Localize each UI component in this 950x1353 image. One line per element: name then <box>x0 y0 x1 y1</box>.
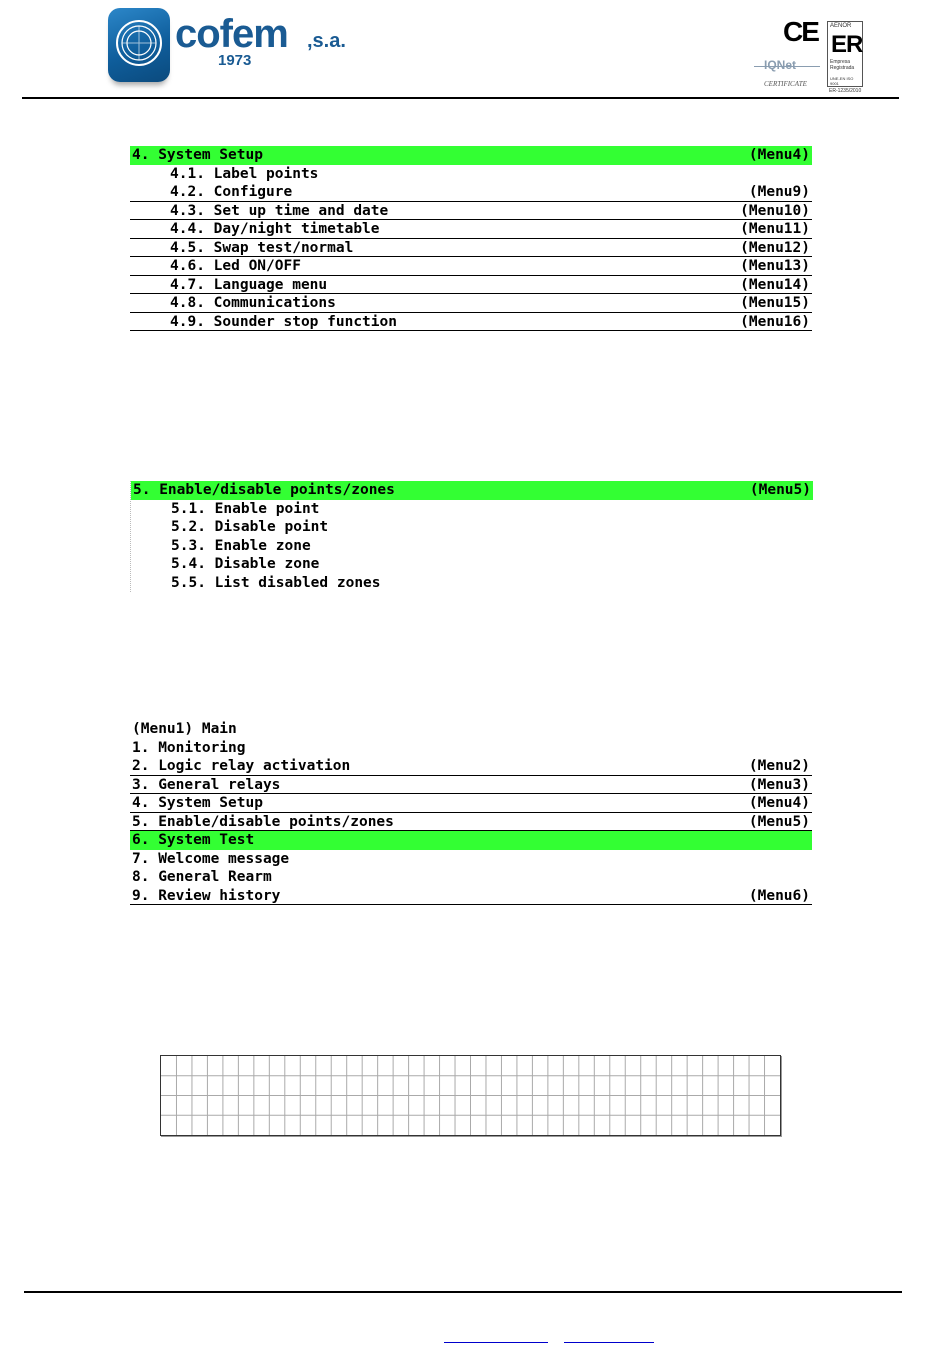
menu-item-label: 4.6. Led ON/OFF <box>170 258 301 274</box>
menu-item-ref: (Menu10) <box>740 202 810 219</box>
aenor-er-mark: ER <box>831 31 863 58</box>
menu-row <box>131 518 813 537</box>
menu-item-ref: (Menu16) <box>740 313 810 330</box>
menu4-title-row <box>130 146 812 165</box>
menu-item-label: 4.3. Set up time and date <box>170 202 389 219</box>
menu-item-label: 4.4. Day/night timetable <box>170 221 380 237</box>
menu-row <box>130 739 812 758</box>
menu-item-label: 4. System Setup <box>132 147 263 163</box>
page-header <box>0 0 950 100</box>
menu-item-label: 1. Monitoring <box>132 739 246 756</box>
lcd-grid-lines <box>161 1056 780 1135</box>
brand-name: cofem <box>175 12 288 56</box>
menu-row <box>130 757 812 776</box>
iqnet-logo: IQNet <box>764 58 797 72</box>
footer-divider <box>24 1291 902 1293</box>
menu-row <box>131 537 813 556</box>
menu-row <box>130 165 812 184</box>
menu-item-ref: (Menu2) <box>748 758 810 774</box>
menu-row <box>130 794 812 813</box>
menu-item-ref: (Menu13) <box>740 258 810 274</box>
menu5-block <box>130 481 813 592</box>
footer-link[interactable] <box>564 1330 654 1343</box>
menu-row <box>130 813 812 832</box>
menu-item-ref: (Menu9) <box>748 184 810 200</box>
iqnet-caption: CERTIFICATE <box>764 80 807 88</box>
aenor-sub2: Registrada <box>830 65 855 71</box>
menu-item-label: 5.2. Disable point <box>171 519 329 535</box>
ce-mark-icon: CE <box>783 16 818 47</box>
aenor-certification <box>827 21 863 87</box>
iqnet-certificate <box>754 58 820 90</box>
menu1-title-row <box>130 720 812 739</box>
menu-item-label: 4.1. Label points <box>170 165 319 182</box>
menu4-block <box>130 146 812 331</box>
menu-row <box>130 887 812 906</box>
brand-suffix: ,s.a. <box>307 30 346 52</box>
menu-item-ref: (Menu6) <box>748 887 810 904</box>
menu-row-selected <box>130 831 812 850</box>
menu-item-label: 2. Logic relay activation <box>132 758 351 774</box>
menu-row <box>130 257 812 276</box>
menu-item-label: (Menu1) Main <box>132 721 237 737</box>
menu-item-ref: (Menu4) <box>748 795 810 811</box>
menu5-title-row <box>131 481 813 500</box>
menu-row <box>130 183 812 202</box>
menu-row <box>130 868 812 887</box>
aenor-iso: UNE-EN ISO 9001 <box>830 76 854 86</box>
menu1-block <box>130 720 812 905</box>
menu-item-label: 5. Enable/disable points/zones <box>133 482 395 498</box>
menu-row <box>130 220 812 239</box>
menu-item-label: 3. General relays <box>132 776 281 793</box>
cofem-logo-badge <box>108 8 170 82</box>
menu-item-ref: (Menu3) <box>748 776 810 793</box>
menu-item-label: 5.5. List disabled zones <box>171 574 381 591</box>
menu-row <box>130 202 812 221</box>
menu-item-ref: (Menu14) <box>740 276 810 293</box>
cofem-emblem-icon <box>108 8 170 82</box>
menu-item-ref: (Menu4) <box>748 147 810 163</box>
menu-row <box>131 555 813 574</box>
menu-item-label: 7. Welcome message <box>132 850 290 867</box>
menu-item-ref: (Menu15) <box>740 295 810 311</box>
menu-item-label: 5.3. Enable zone <box>171 537 311 554</box>
menu-row <box>130 239 812 258</box>
menu-row <box>131 574 813 593</box>
brand-year: 1973 <box>218 52 252 69</box>
aenor-sub1: Empresa <box>830 59 851 65</box>
menu-item-label: 6. System Test <box>132 832 255 848</box>
menu-item-ref: (Menu12) <box>740 239 810 256</box>
header-divider <box>22 97 899 99</box>
menu-row <box>130 294 812 313</box>
menu-item-ref: (Menu5) <box>749 482 811 498</box>
menu-row <box>130 850 812 869</box>
menu-item-label: 5.1. Enable point <box>171 500 320 517</box>
menu-item-label: 5. Enable/disable points/zones <box>132 813 394 830</box>
menu-item-label: 5.4. Disable zone <box>171 556 320 572</box>
menu-row <box>130 313 812 332</box>
menu-item-label: 4.7. Language menu <box>170 276 328 293</box>
menu-row <box>131 500 813 519</box>
menu-item-label: 4. System Setup <box>132 795 263 811</box>
aenor-code: ER-1235/2010 <box>829 88 862 94</box>
menu-item-ref: (Menu5) <box>748 813 810 830</box>
menu-item-label: 4.9. Sounder stop function <box>170 313 397 330</box>
menu-item-label: 4.2. Configure <box>170 184 293 200</box>
menu-item-label: 9. Review history <box>132 887 281 904</box>
menu-row <box>130 276 812 295</box>
footer-link[interactable] <box>444 1330 548 1343</box>
aenor-title: AENOR <box>830 23 852 29</box>
menu-item-ref: (Menu11) <box>740 221 810 237</box>
lcd-display-grid <box>160 1055 781 1136</box>
menu-item-label: 4.5. Swap test/normal <box>170 239 354 256</box>
menu-item-label: 4.8. Communications <box>170 295 336 311</box>
menu-item-label: 8. General Rearm <box>132 869 272 885</box>
menu-row <box>130 776 812 795</box>
